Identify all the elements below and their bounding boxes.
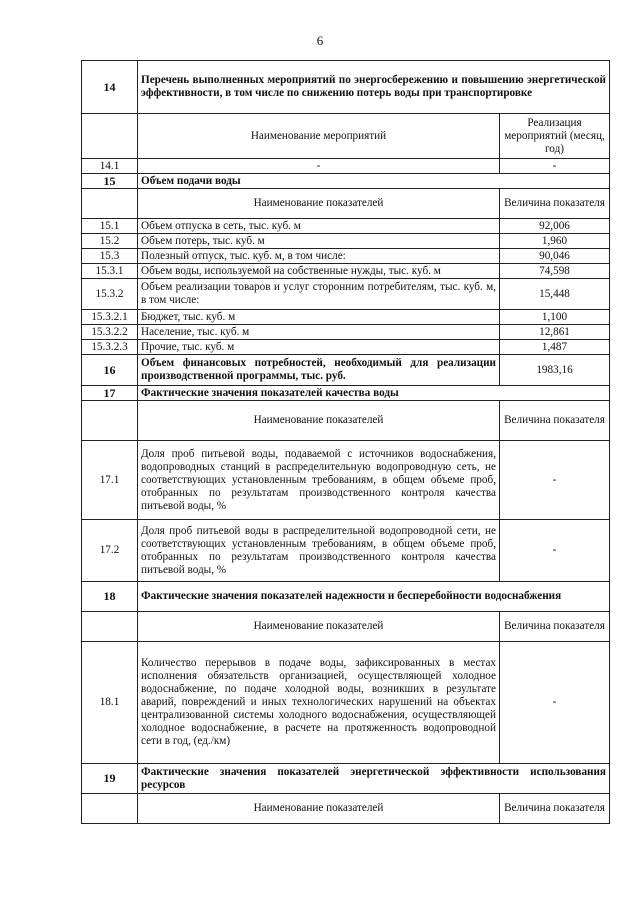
column-header-value: Величина показателя (500, 401, 610, 441)
section-title: Фактические значения показателей энергетической эффективности использования ресурсов (138, 764, 610, 794)
row-number: 15.3.2 (82, 279, 138, 310)
section-19-row (82, 764, 610, 794)
row-name: Полезный отпуск, тыс. куб. м, в том числе: (138, 249, 500, 264)
row-value: - (500, 441, 610, 520)
column-header-value: Величина показателя (500, 612, 610, 642)
row-number: 15.1 (82, 219, 138, 234)
section-value: 1983,16 (500, 355, 610, 386)
section-title: Перечень выполненных мероприятий по энергосбережению и повышению энергетической эффективности, в том числе по снижению потерь воды при транспортировке (138, 61, 610, 114)
table-row (82, 159, 610, 174)
section-title: Фактические значения показателей качества воды (138, 386, 610, 401)
row-value: - (500, 642, 610, 764)
section-number: 15 (82, 174, 138, 189)
row-number: 15.3.2.2 (82, 325, 138, 340)
row-value: 1,100 (500, 310, 610, 325)
column-header-row (82, 189, 610, 219)
column-header-name: Наименование показателей (138, 401, 500, 441)
row-number: 14.1 (82, 159, 138, 174)
section-title: Фактические значения показателей надежности и бесперебойности водоснабжения (138, 582, 610, 612)
row-number: 15.2 (82, 234, 138, 249)
section-15-row (82, 174, 610, 189)
row-name: Доля проб питьевой воды в распределительной водопроводной сети, не соответствующих установленным требованиям, в общем объеме проб, отобранных по результатам производственного контроля качества питьевой воды, % (138, 520, 500, 582)
section-title: Объем подачи воды (138, 174, 610, 189)
section-18-row (82, 582, 610, 612)
row-value: 15,448 (500, 279, 610, 310)
row-number: 15.3 (82, 249, 138, 264)
column-header-value: Величина показателя (500, 794, 610, 824)
indicators-table (81, 60, 610, 824)
section-number: 17 (82, 386, 138, 401)
section-title: Объем финансовых потребностей, необходимый для реализации производственной программы, тыс. руб. (138, 355, 500, 386)
table-row (82, 234, 610, 249)
column-header-row (82, 612, 610, 642)
column-header-row (82, 114, 610, 159)
column-header-name: Наименование показателей (138, 189, 500, 219)
row-number: 15.3.1 (82, 264, 138, 279)
table-row (82, 340, 610, 355)
column-header-name: Наименование показателей (138, 612, 500, 642)
row-name: Объем потерь, тыс. куб. м (138, 234, 500, 249)
row-value: 12,861 (500, 325, 610, 340)
section-number: 16 (82, 355, 138, 386)
column-header-row (82, 401, 610, 441)
row-value: - (500, 520, 610, 582)
table-row (82, 264, 610, 279)
column-header-value: Реализация мероприятий (месяц, год) (500, 114, 610, 159)
row-number: 17.1 (82, 441, 138, 520)
row-value: 90,046 (500, 249, 610, 264)
table-row (82, 279, 610, 310)
row-name: Прочие, тыс. куб. м (138, 340, 500, 355)
column-header-row (82, 794, 610, 824)
row-name: Население, тыс. куб. м (138, 325, 500, 340)
row-number: 18.1 (82, 642, 138, 764)
section-number: 18 (82, 582, 138, 612)
section-17-row (82, 386, 610, 401)
table-row (82, 441, 610, 520)
column-header-name: Наименование мероприятий (138, 114, 500, 159)
row-name: Количество перерывов в подаче воды, зафиксированных в местах исполнения обязательств организацией, осуществляющей холодное водоснабжение, по подаче холодной воды, возникших в результате аварий, повреждений и иных технологических нарушений на объектах централизованной системы холодного водоснабжения, осуществляющей холодное водоснабжение, в расчете на протяженность водопроводной сети в год, (ед./км) (138, 642, 500, 764)
table-row (82, 642, 610, 764)
row-number: 15.3.2.1 (82, 310, 138, 325)
row-name: Объем воды, используемой на собственные нужды, тыс. куб. м (138, 264, 500, 279)
row-name: Доля проб питьевой воды, подаваемой с источников водоснабжения, водопроводных станций в распределительную водопроводную сеть, не соответствующих установленным требованиям, в общем объеме проб, отобранных по результатам производственного контроля качества питьевой воды, % (138, 441, 500, 520)
row-value: 1,487 (500, 340, 610, 355)
row-number: 17.2 (82, 520, 138, 582)
row-name: - (138, 159, 500, 174)
page-number: 6 (316, 33, 324, 48)
table-row (82, 249, 610, 264)
row-name: Объем отпуска в сеть, тыс. куб. м (138, 219, 500, 234)
section-number: 19 (82, 764, 138, 794)
row-name: Объем реализации товаров и услуг сторонним потребителям, тыс. куб. м, в том числе: (138, 279, 500, 310)
table-row (82, 325, 610, 340)
table-row (82, 520, 610, 582)
row-value: 1,960 (500, 234, 610, 249)
row-value: 74,598 (500, 264, 610, 279)
row-value: - (500, 159, 610, 174)
column-header-name: Наименование показателей (138, 794, 500, 824)
table-row (82, 219, 610, 234)
row-name: Бюджет, тыс. куб. м (138, 310, 500, 325)
table-row (82, 310, 610, 325)
section-16-row (82, 355, 610, 386)
section-number: 14 (82, 61, 138, 114)
column-header-value: Величина показателя (500, 189, 610, 219)
row-value: 92,006 (500, 219, 610, 234)
row-number: 15.3.2.3 (82, 340, 138, 355)
section-14-row (82, 61, 610, 114)
